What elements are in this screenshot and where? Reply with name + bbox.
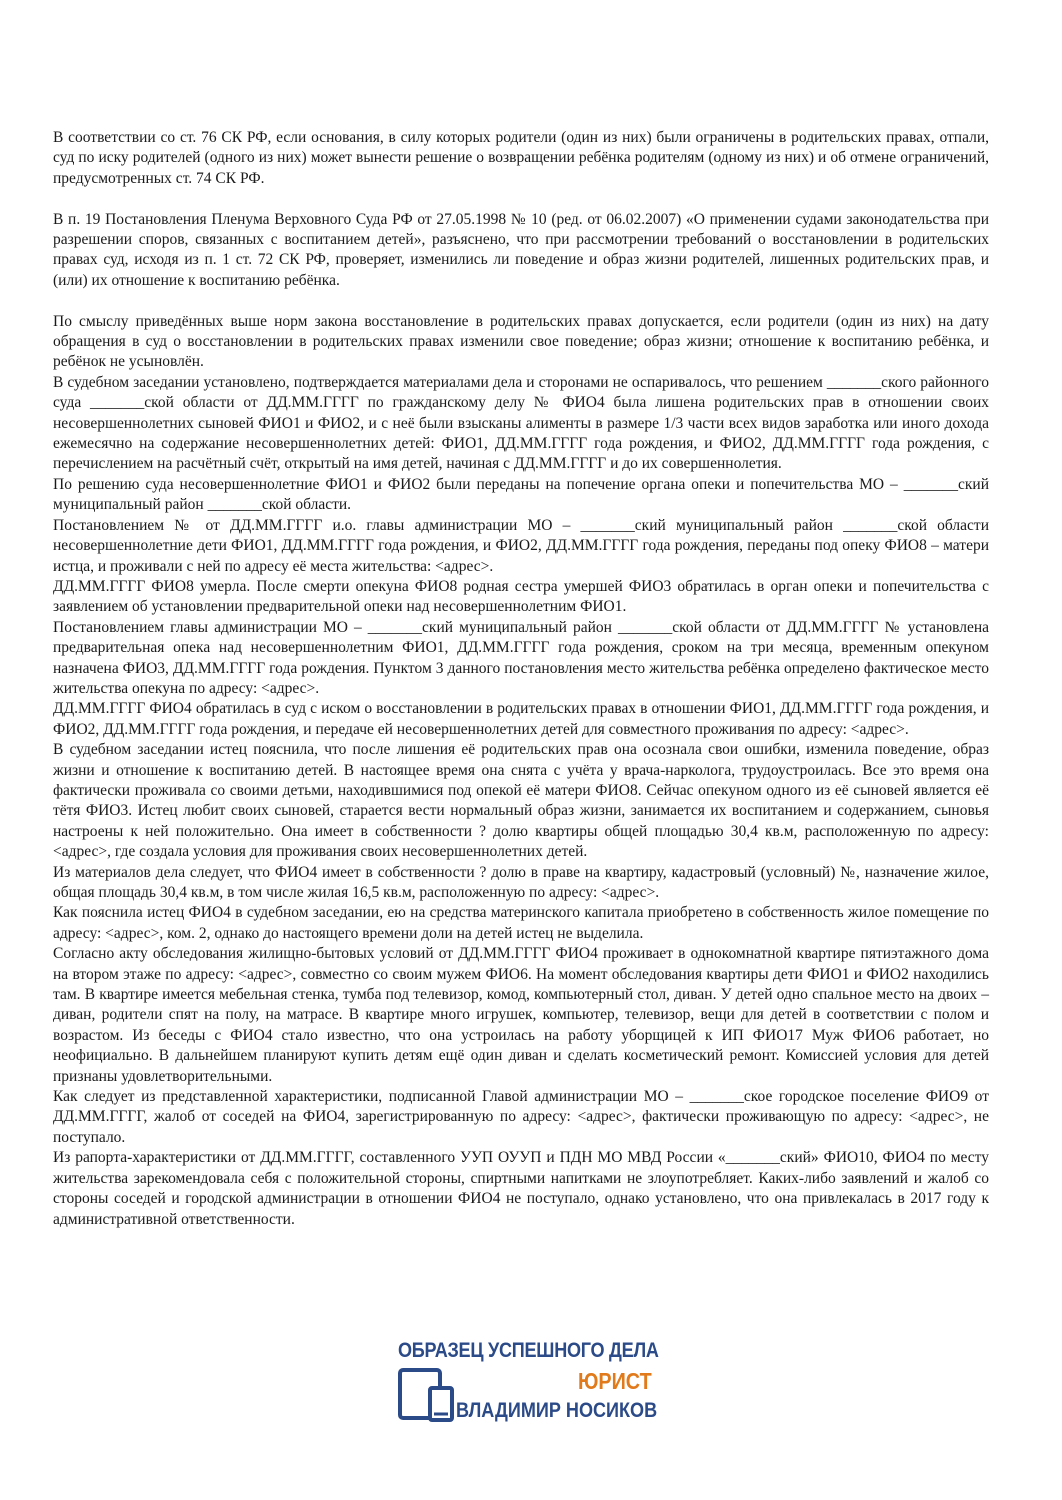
paragraph-6: Постановлением № от ДД.ММ.ГГГГ и.о. главы администрации МО – _______ский муниципальный район _______ской области несовершеннолетние дети ФИО1, ДД.ММ.ГГГГ года рождения, и ФИО2, ДД.ММ.ГГГГ года рождения, переданы под опеку ФИО8 – матери истца, и проживали с ней по адресу её места жительства: <адрес>. (53, 516, 989, 575)
paragraph-8: Постановлением главы администрации МО – _______ский муниципальный район _______ской области от ДД.ММ.ГГГГ № установлена предварительная опека над несовершеннолетним ФИО1, ДД.ММ.ГГГГ года рождения, сроком на три месяца, временным опекуном назначена ФИО3, ДД.ММ.ГГГГ года рождения. Пунктом 3 данного постановления место жительства ребёнка определено фактическое место жительства опекуна по адресу: <адрес>. (53, 618, 989, 697)
paragraph-4: В судебном заседании установлено, подтверждается материалами дела и сторонами не оспаривалось, что решением _______ского районного суда _______ской области от ДД.ММ.ГГГГ по гражданскому делу № ФИО4 была лишена родительских прав в отношении своих несовершеннолетних сыновей ФИО1 и ФИО2, и с неё были взысканы алименты в размере 1/3 части всех видов заработка или иного дохода ежемесячно на содержание несовершеннолетних детей: ФИО1, ДД.ММ.ГГГГ года рождения, и ФИО2, ДД.ММ.ГГГГ года рождения, с перечислением на расчётный счёт, открытый на имя детей, начиная с ДД.ММ.ГГГГ и до их совершеннолетия. (53, 373, 989, 473)
stamp-role: ЮРИСТ (578, 1368, 652, 1394)
paragraph-9: ДД.ММ.ГГГГ ФИО4 обратилась в суд с иском о восстановлении в родительских правах в отношении ФИО1, ДД.ММ.ГГГГ года рождения, и ФИО2, ДД.ММ.ГГГГ года рождения, и передаче ей несовершеннолетних детей для совместного проживания по адресу: <адрес>. (53, 700, 989, 738)
paragraph-7: ДД.ММ.ГГГГ ФИО8 умерла. После смерти опекуна ФИО8 родная сестра умершей ФИО3 обратилась в орган опеки и попечительства с заявлением об установлении предварительной опеки над несовершеннолетним ФИО1. (53, 577, 989, 616)
paragraph-14: Как следует из представленной характеристики, подписанной Главой администрации МО – _______ское городское поселение ФИО9 от ДД.ММ.ГГГГ, жалоб от соседей на ФИО4, зарегистрированную по адресу: <адрес>, фактически проживающую по адресу: <адрес>, не поступало. (53, 1088, 989, 1146)
watermark-stamp (398, 1339, 664, 1425)
paragraph-11: Из материалов дела следует, что ФИО4 имеет в собственности ? долю в праве на квартиру, кадастровый (условный) №, назначение жилое, общая площадь 30,4 кв.м, в том числе жилая 16,5 кв.м, расположенную по адресу: <адрес>. (53, 863, 989, 901)
paragraph-13: Согласно акту обследования жилищно-бытовых условий от ДД.ММ.ГГГГ ФИО4 проживает в однокомнатной квартире пятиэтажного дома на втором этаже по адресу: <адрес>, совместно со своим мужем ФИО6. На момент обследования квартиры дети ФИО1 и ФИО2 находились там. В квартире имеется мебельная стенка, тумба под телевизор, комод, компьютерный стол, диван. У детей одно спальное место на двоих – диван, родители спят на полу, на матрасе. В квартире много игрушек, компьютер, телевизор, вещи для детей в соответствии с полом и возрастом. Из беседы с ФИО4 стало известно, что она устроилась на работу уборщицей к ИП ФИО17 Муж ФИО6 работает, но неофициально. В дальнейшем планируют купить детям ещё один диван и сделать косметический ремонт. Комиссией условия для детей признаны удовлетворительными. (53, 945, 989, 1085)
document-body (53, 128, 989, 1230)
paragraph-5: По решению суда несовершеннолетние ФИО1 и ФИО2 были переданы на попечение органа опеки и попечительства МО – _______ский муниципальный район _______ской области. (53, 475, 989, 514)
stamp-title: ОБРАЗЕЦ УСПЕШНОГО ДЕЛА (398, 1339, 659, 1362)
paragraph-2: В п. 19 Постановления Пленума Верховного Суда РФ от 27.05.1998 № 10 (ред. от 06.02.2007) «О применении судами законодательства при разрешении споров, связанных с воспитанием детей», разъяснено, что при рассмотрении требований о восстановлении в родительских правах суд, исходя из п. 1 ст. 72 СК РФ, проверяет, изменились ли поведение и образ жизни родителей, лишенных родительских прав, и (или) их отношение к воспитанию ребёнка. (53, 210, 989, 289)
paragraph-10: В судебном заседании истец пояснила, что после лишения её родительских прав она осознала свои ошибки, изменила поведение, образ жизни и отношение к воспитанию детей. В настоящее время она снята с учёта у врача-нарколога, трудоустроилась. Все это время она фактически проживала со своими детьми, находившимися под опекой её матери ФИО8. Сейчас опекуном одного из её сыновей является её тётя ФИО3. Истец любит своих сыновей, старается вести нормальный образ жизни, занимается их воспитанием и содержанием, сыновья настроены к ней положительно. Она имеет в собственности ? долю квартиры общей площадью 30,4 кв.м, расположенную по адресу: <адрес>, где создала условия для проживания своих несовершеннолетних детей. (53, 741, 989, 861)
paragraph-12: Как пояснила истец ФИО4 в судебном заседании, ею на средства материнского капитала приобретено в собственность жилое помещение по адресу: <адрес>, ком. 2, однако до настоящего времени доли на детей истец не выделила. (53, 904, 989, 942)
paragraph-1: В соответствии со ст. 76 СК РФ, если основания, в силу которых родители (один из них) были ограничены в родительских правах, отпали, суд по иску родителей (одного из них) может вынести решение о возвращении ребёнка родителям (одному из них) и об отмене ограничений, предусмотренных ст. 74 СК РФ. (53, 129, 989, 187)
document-logo-icon (398, 1366, 454, 1422)
paragraph-3: По смыслу приведённых выше норм закона восстановление в родительских правах допускается, если родители (один из них) на дату обращения в суд о восстановлении в родительских правах изменили свое поведение; образ жизни; отношение к воспитанию ребёнка, и ребёнок не усыновлён. (53, 312, 989, 371)
stamp-name: ВЛАДИМИР НОСИКОВ (456, 1399, 658, 1422)
paragraph-15: Из рапорта-характеристики от ДД.ММ.ГГГГ, составленного УУП ОУУП и ПДН МО МВД России «_______ский» ФИО10, ФИО4 по месту жительства зарекомендовала себя с положительной стороны, спиртными напитками не злоупотребляет. Каких-либо заявлений и жалоб со стороны соседей и городской администрации в отношении ФИО4 не поступало, однако установлено, что она привлекалась в 2017 году к административной ответственности. (53, 1149, 989, 1228)
